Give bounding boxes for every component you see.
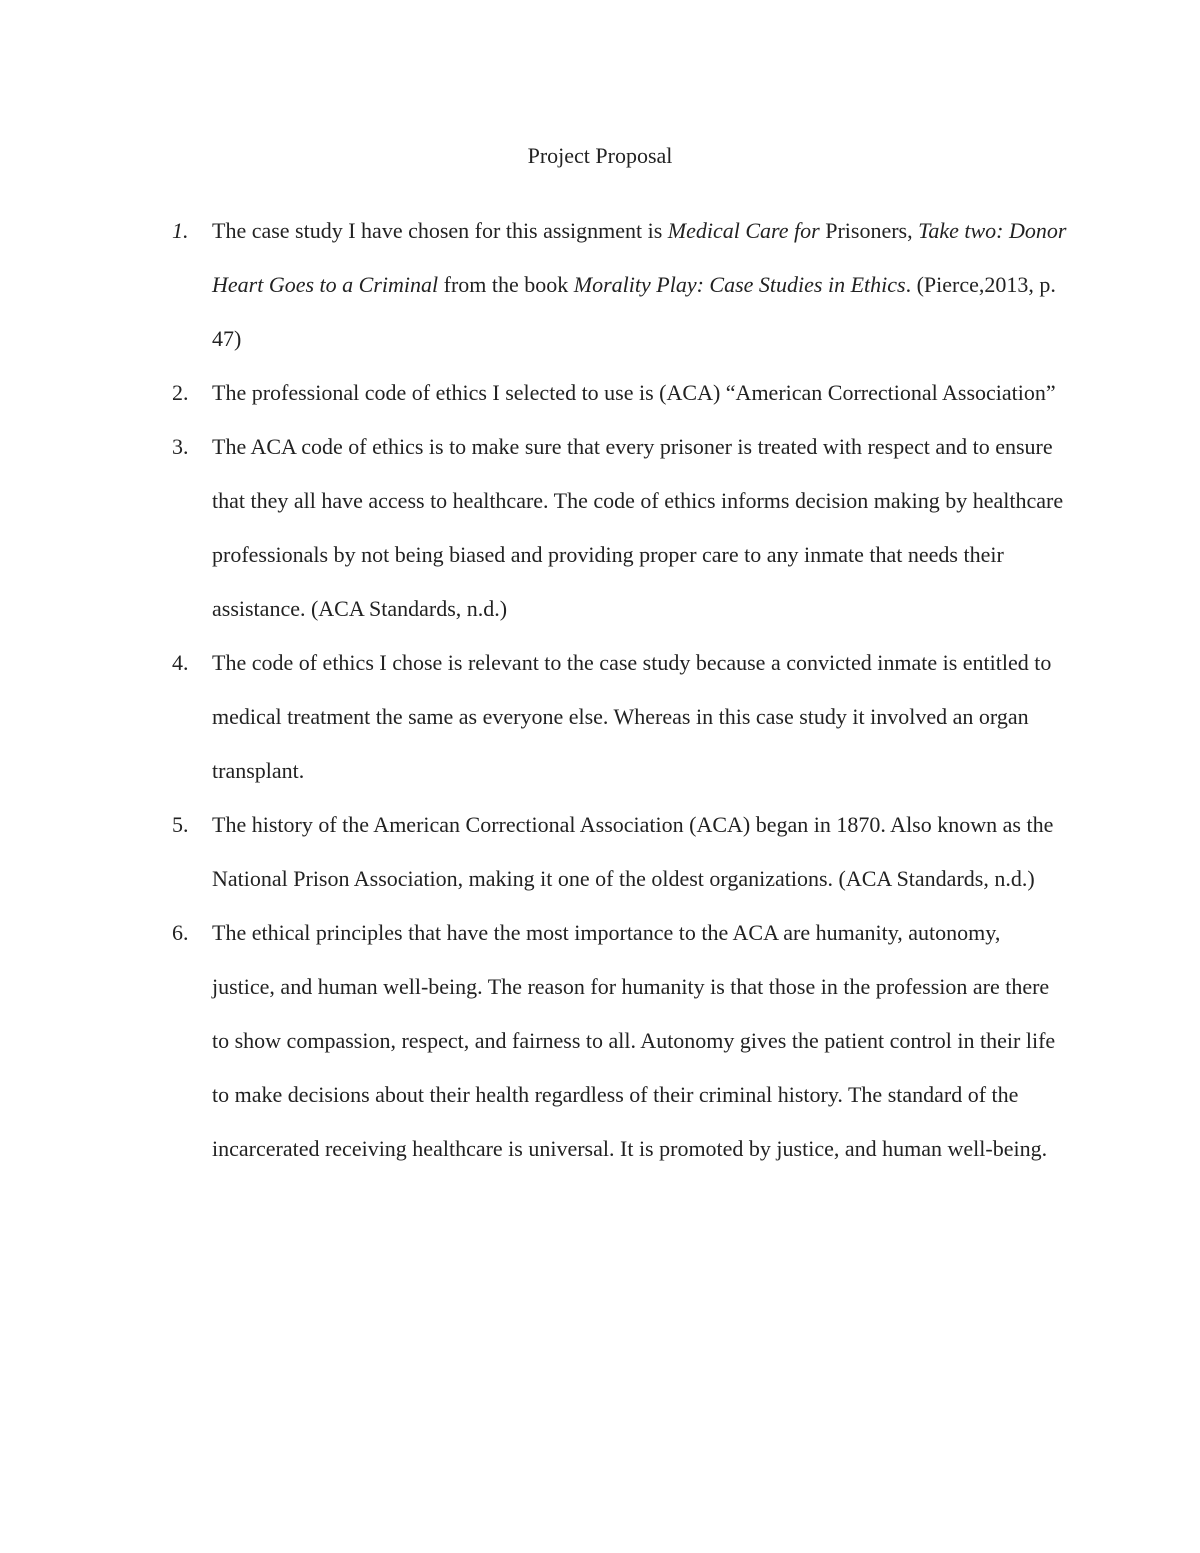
item-text: The code of ethics I chose is relevant to the case study because a convicted inmate is entitled to medical treatment the same as everyone else. Whereas in this case study it involved an organ transplant. bbox=[212, 650, 1052, 783]
item-number: 1. bbox=[172, 218, 189, 243]
list-item-5 bbox=[0, 798, 1068, 906]
proposal-list bbox=[0, 204, 1200, 1176]
list-item-2 bbox=[0, 366, 1068, 420]
list-item-1 bbox=[0, 204, 1068, 366]
item-text: The history of the American Correctional Association (ACA) began in 1870. Also known as the National Prison Association, making it one of the oldest organizations. (ACA Standards, n.d.) bbox=[212, 812, 1054, 891]
item-number: 4. bbox=[172, 650, 189, 675]
list-item-4 bbox=[0, 636, 1068, 798]
page-title: Project Proposal bbox=[527, 143, 673, 168]
list-item-6 bbox=[0, 906, 1068, 1176]
item-number: 2. bbox=[172, 380, 189, 405]
item-number: 6. bbox=[172, 920, 189, 945]
item-text: The professional code of ethics I selected to use is (ACA) “American Correctional Association” bbox=[212, 380, 1056, 405]
item-text: The case study I have chosen for this assignment is Medical Care for Prisoners, Take two: Donor Heart Goes to a Criminal from the book Morality Play: Case Studies in Ethics. (Pierce,2013, p. 47) bbox=[212, 218, 1067, 351]
item-number: 3. bbox=[172, 434, 189, 459]
list-item-3 bbox=[0, 420, 1068, 636]
item-text: The ethical principles that have the most importance to the ACA are humanity, autonomy, justice, and human well-being. The reason for humanity is that those in the profession are there to show compassion, respect, and fairness to all. Autonomy gives the patient control in their life to make decisions about their health regardless of their criminal history. The standard of the incarcerated receiving healthcare is universal. It is promoted by justice, and human well-being. bbox=[212, 920, 1056, 1161]
item-number: 5. bbox=[172, 812, 189, 837]
item-text: The ACA code of ethics is to make sure that every prisoner is treated with respect and to ensure that they all have access to healthcare. The code of ethics informs decision making by healthcare professionals by not being biased and providing proper care to any inmate that needs their assistance. (ACA Standards, n.d.) bbox=[212, 434, 1064, 621]
